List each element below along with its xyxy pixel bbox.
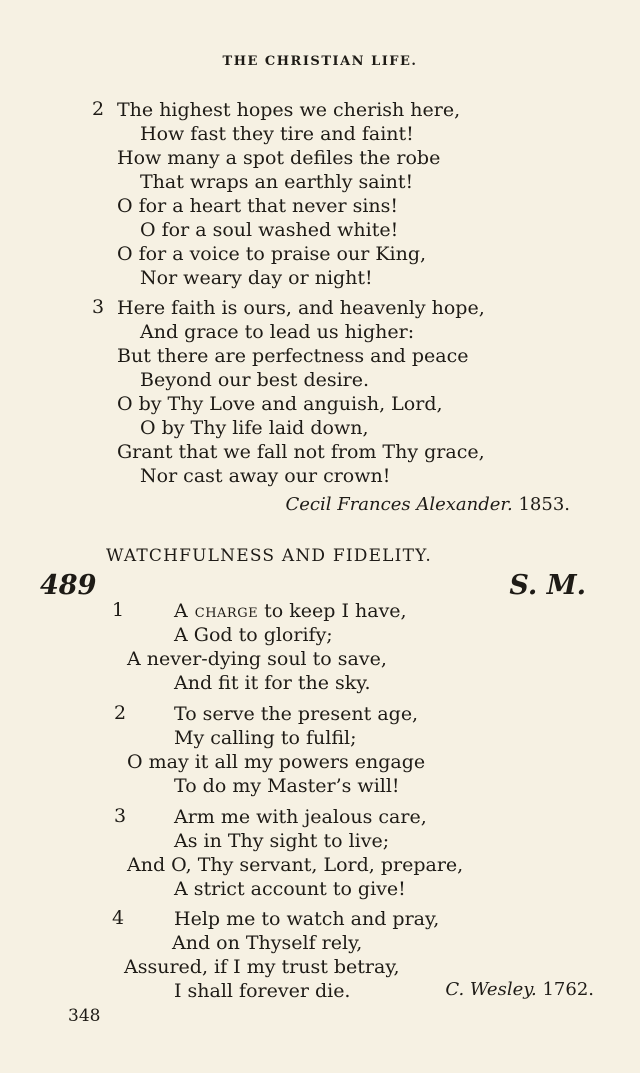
author-name: C. Wesley.: [445, 979, 537, 1000]
verse-line: That wraps an earthly saint!: [140, 171, 414, 193]
verse-line: To serve the present age,: [174, 703, 419, 725]
running-head: THE CHRISTIAN LIFE.: [222, 54, 418, 69]
verse-line: And on Thyself rely,: [172, 932, 363, 954]
verse-line: To do my Master’s will!: [174, 775, 400, 797]
verse-line: Beyond our best desire.: [140, 369, 370, 391]
verse-line: Here faith is ours, and heavenly hope,: [117, 297, 485, 319]
verse-line: And O, Thy servant, Lord, prepare,: [127, 854, 464, 876]
hymn-meter: S. M.: [509, 570, 586, 601]
verse-line: A God to glorify;: [174, 624, 333, 646]
stanza-number: 3: [114, 805, 127, 827]
verse-line: The highest hopes we cherish here,: [117, 99, 461, 121]
stanza-number: 3: [92, 296, 105, 318]
first-word: A charge: [174, 600, 259, 622]
verse-line: O for a soul washed white!: [140, 219, 399, 241]
verse-line: O for a voice to praise our King,: [117, 243, 427, 265]
verse-line: [174, 599, 407, 623]
verse-line: Nor cast away our crown!: [140, 465, 391, 487]
verse-line: O by Thy Love and anguish, Lord,: [117, 393, 443, 415]
verse-line: Arm me with jealous care,: [174, 806, 427, 828]
verse-line: How fast they tire and faint!: [140, 123, 414, 145]
verse-line: And fit it for the sky.: [174, 672, 371, 694]
verse-line: How many a spot defiles the robe: [117, 147, 441, 169]
verse-text: to keep I have,: [258, 600, 407, 622]
verse-line: O may it all my powers engage: [127, 751, 426, 773]
author-name: Cecil Frances Alexander.: [285, 494, 513, 515]
verse-line: Grant that we fall not from Thy grace,: [117, 441, 485, 463]
verse-line: But there are perfectness and peace: [117, 345, 469, 367]
verse-line: A strict account to give!: [174, 878, 406, 900]
year: 1853.: [518, 494, 570, 515]
verse-line: Nor weary day or night!: [140, 267, 373, 289]
stanza-number: 2: [92, 98, 105, 120]
stanza-number: 4: [112, 907, 125, 929]
verse-line: O by Thy life laid down,: [140, 417, 369, 439]
section-title: WATCHFULNESS AND FIDELITY.: [106, 546, 432, 566]
verse-line: I shall forever die.: [174, 980, 351, 1002]
hymn-number: 489: [40, 570, 97, 601]
page-number: 348: [68, 1006, 101, 1026]
verse-line: And grace to lead us higher:: [140, 321, 415, 343]
verse-line: Assured, if I my trust betray,: [124, 956, 400, 978]
verse-line: My calling to fulfil;: [174, 727, 357, 749]
verse-line: As in Thy sight to live;: [174, 830, 390, 852]
stanza-number: 2: [114, 702, 127, 724]
year: 1762.: [542, 979, 594, 1000]
attribution: [285, 494, 570, 515]
attribution: [445, 979, 594, 1000]
verse-line: Help me to watch and pray,: [174, 908, 440, 930]
verse-line: O for a heart that never sins!: [117, 195, 399, 217]
verse-line: A never-dying soul to save,: [127, 648, 387, 670]
stanza-number: 1: [112, 599, 125, 621]
